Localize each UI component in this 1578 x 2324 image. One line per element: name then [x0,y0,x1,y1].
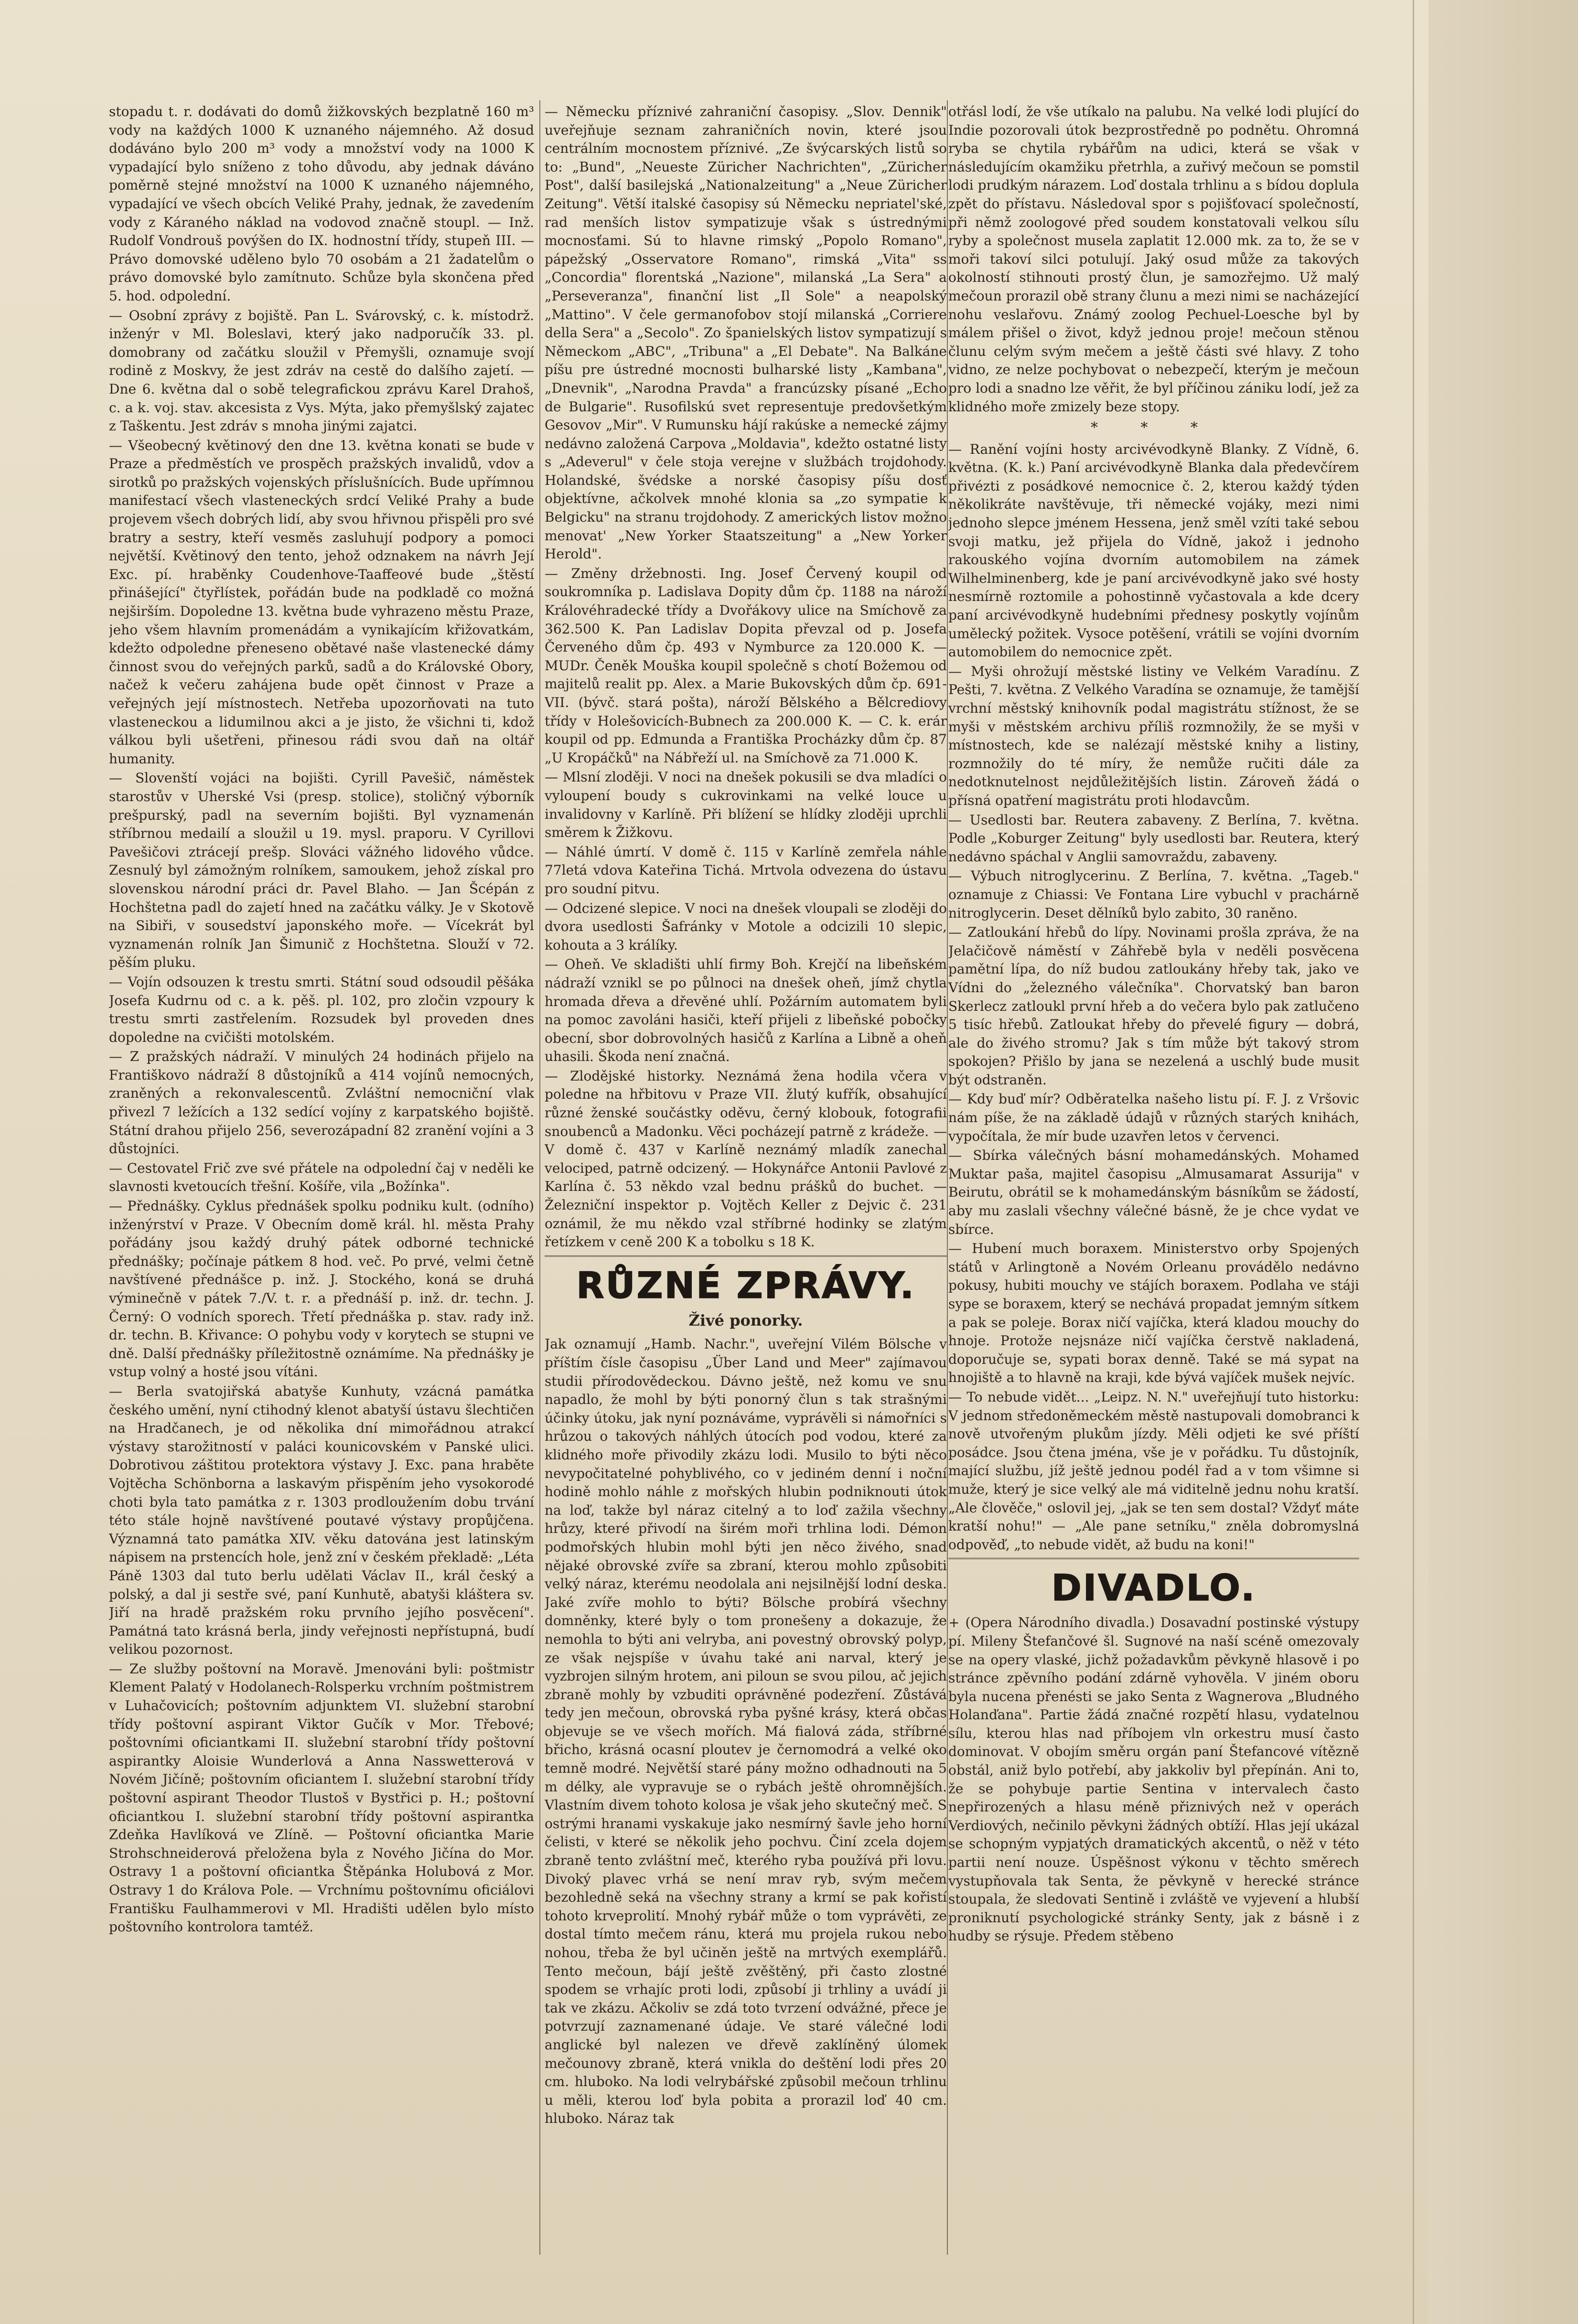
article: — To nebude vidět... „Leipz. N. N." uveřejňují tuto historku: V jednom středoněmeckém městě nastupovali domobranci k nově utvořeným plukům jízdy. Měli odjeti ke své příští posádce. Jsou čtena jména, vše je v pořádku. Tu důstojník, mající službu, jíž ještě jednou podél řad a v tom všimne si muže, který je sice velký ale má viditelně jednu nohu kratší. „Ale člověče," oslovil jej, „jak se ten sem dostal? Vždyť máte kratší nohu!" — „Ale pane setníku," zněla dobromyslná odpověď, „to nebude vidět, až budu na koni!" [948,1389,1359,1553]
article: — Náhlé úmrtí. V domě č. 115 v Karlíně zemřela náhle 77letá vdova Kateřina Tichá. Mrtvola odvezena do ústavu pro soudní pitvu. [545,844,947,897]
column-divider [539,100,540,2255]
section-title-divadlo: DIVADLO. [1051,1566,1256,1609]
article: — Všeobecný květinový den dne 13. května konati se bude v Praze a předměstích ve prospěch pražských invalidů, vdov a sirotků po pražských vojenských příslušnících. Bude upřímnou manifestací všech vlasteneckých srdcí Veliké Prahy a bude projevem všech dobrých lidí, aby svou hřivnou přispěli pro své bratry a sestry, kteří vesměs zasluhují podpory a pomoci největší. Květinový den tento, jehož odznakem na návrh Její Exc. pí. hraběnky Coudenhove-Taaffeové bude „štěstí přinášející" čtyřlístek, pořádán bude na podkladě co možná nejširším. Dopoledne 13. května bude vyhrazeno městu Praze, jeho všem hlavním promenádám a vynikajícím křižovatkám, kdežto odpoledne přeneseno obětavé naše vlastenecké dámy činnost svou do veřejných parků, sadů a do Královské Obory, načež k večeru zahájena bude opět činnost v Praze a veřejných její místnostech. Netřeba upozorňovati na tuto vlasteneckou a lidumilnou akci a je jisto, že všichni ti, kdož válkou byli ušetřeni, přinesou rádi svou daň na oltář humanity. [109,437,534,767]
article: — Sbírka válečných básní mohamedánských. Mohamed Muktar paša, majitel časopisu „Almusamarat Assurija" v Beirutu, obrátil se k mohamedánským básníkům se žádostí, aby mu zaslali všechny válečné básně, že je chce vydat ve sbírce. [948,1147,1359,1237]
column-divider [947,100,948,2255]
column-1 [109,103,534,2262]
article: — Přednášky. Cyklus přednášek spolku podniku kult. (odního) inženýrství v Praze. V Obecním domě král. hl. města Prahy pořádány jsou každý druhý pátek odborné technické přednášky; počínaje pátkem 8 hod. več. Po prvé, velmi četně navštívené přednášce p. inž. J. Stockého, koná se druhá výminečně v pátek 7./V. t. r. a přednáší p. inž. dr. techn. J. Černý: O vodních sporech. Třetí přednáška p. stav. rady inž. dr. techn. B. Křivance: O pohybu vody v korytech se stupni ve dně. Další přednášky příležitostně oznámíme. Na přednášky je vstup volný a hosté jsou vítáni. [109,1198,534,1380]
article: — Zatloukání hřebů do lípy. Novinami prošla zpráva, že na Jelačičově náměstí v Záhřebě byla v neděli posvěcena pamětní lípa, do níž budou zatloukány hřeby tak, jako ve Vídni do „železného válečníka". Chorvatský ban baron Skerlecz zatloukl první hřeb a do večera bylo pak zatlučeno 5 tisíc hřebů. Zatloukat hřeby do převelé figury — dobrá, ale do živého stromu? Jak s tím může být takový strom spokojen? Přišlo by jana se nezelená a uschlý bude musit být odstraněn. [948,924,1359,1088]
article: — Odcizené slepice. V noci na dnešek vloupali se zloději do dvora usedlosti Šafránky v Motole a odcizili 10 slepic, kohouta a 3 králíky. [545,900,947,953]
article: — Výbuch nitroglycerinu. Z Berlína, 7. května. „Tageb." oznamuje z Chiassi: Ve Fontana Lire vybuchl v prachárně nitroglycerin. Deset dělníků bylo zabito, 30 raněno. [948,868,1359,921]
column-2 [545,103,947,2262]
article: + (Opera Národního divadla.) Dosavadní postinské výstupy pí. Mileny Štefančové šl. Sugnové na naší scéně omezovaly se na opery vlaské, jichž požadavkům pěvkyně hlasově i po stránce zpěvního podání zdárně vyhověla. V jiném oboru byla nucena přenésti se jako Senta z Wagnerova „Bludného Holanďana". Partie žádá značné rozpětí hlasu, vydatelnou sílu, kterou hlas nad příbojem vln orkestru musí často dominovat. V obojím směru orgán paní Štefancové vítězně obstál, aniž bylo potřebí, aby jakkoliv byl přepínán. Ani to, že se pohybuje partie Sentina v intervalech často nepřirozených a hlasu méně přiznivých než v operách Verdiových, nečinilo pěvkyni žádných obtíží. Hlas její ukázal se schopným vypjatých dramatických akcentů, o něž v této partii není nouze. Úspěšnost výkonu v těchto směrech vystupňovala tak Senta, že pěvkyně v herecké stránce stoupala, že sledovati Sentině i zvláště ve vyjevení a hlubší proniknutí psychologické stránky Senty, jak z básně i z hudby se rýsuje. Předem stěbeno [948,1615,1359,1944]
section-subtitle: Živé ponorky. [688,1311,803,1329]
article: — Myši ohrožují městské listiny ve Velkém Varadínu. Z Pešti, 7. května. Z Velkého Varadína se oznamuje, že tamější vrchní městský knihovník podal magistrátu stížnost, že se myši v městském archivu příliš rozmnožily, že se myši v místnostech, kde se nalézají městské knihy a listiny, rozmnožily do té míry, že nemůže ručiti dále za nedotknutelnost nejdůležitějších listin. Zároveň žádá o přísná opatření magistrátu proti hlodavcům. [948,663,1359,808]
article: — Slovenští vojáci na bojišti. Cyrill Pavešič, náměstek starostův v Uherské Vsi (presp. stolice), stoličný výborník prešpurský, padl na severním bojišti. Byl vyznamenán stříbrnou medailí a sloužil u 19. mysl. praporu. V Cyrillovi Pavešičovi ztrácejí prešp. Slováci vážného lidového vůdce. Zesnulý byl zámožným rolníkem, samoukem, jehož získal pro slovenskou národní práci dr. Pavel Blaho. — Jan Šcépán z Hochštetna padl do zajetí hned na začátku války. Je v Skotově na Sibiři, v sousedství japonského moře. — Vícekrát byl vyznamenán rolník Jan Šimunič z Hochštetna. Slouží v 72. pěším pluku. [109,770,534,971]
article: — Německu příznivé zahraniční časopisy. „Slov. Dennik" uveřejňuje seznam zahraničních novin, které jsou centrálním mocnostem příznivé. „Ze švýcarských listů so to: „Bund", „Neueste Züricher Nachrichten", „Züricher Post", další basilejská „Nationalzeitung" a „Neue Züricher Zeitung". Větší italské časopisy sú Německu nepriatel'ské, rad menších listov sympatizuje však s ústrednými mocnosťami. Sú to hlavne rimský „Popolo Romano", pápežský „Osservatore Romano", rimská „Vita" ss „Concordia" florentská „Nazione", milanská „La Sera" a „Perseveranza", finanční list „Il Sole" a neapolský „Mattino". V čele germanofobov stojí milanská „Corriere della Sera" a „Secolo". Zo španielských listov sympatizují s Německom „ABC", „Tribuna" a „El Debate". Na Balkáne píšu pre ústredné mocnosti bulharské listy „Kambana", „Dnevnik", „Narodna Pravda" a francúzsky písané „Echo de Bulgarie". Rusofilskú svet representuje predovšetkým Gesovov „Mir". V Rumunsku hájí rakúske a nemecké zájmy nedávno založená Carpova „Moldavia", kdežto ostatné listy s „Adeverul" v čele stoja verejne v službách trojdohody. Holandské, švédske a norské časopisy píšu dosť objektívne, ačkolvek mnohé klonia sa „zo sympatie k Belgicku" na stranu trojdohody. Z amerických listov možno menovat' „New Yorker Staatszeitung" a „New Yorker Herold". [545,104,947,562]
article: — Cestovatel Frič zve své přátele na odpolední čaj v neděli ke slavnosti kvetoucích třešní. Košíře, vila „Božínka". [109,1160,534,1195]
article: — Mlsní zloději. V noci na dnešek pokusili se dva mladíci o vyloupení boudy s cukrovinkami na velké louce u invalidovny v Karlíně. Při blížení se hlídky zloději uprchli směrem k Žižkovu. [545,769,947,841]
article: — Změny držebnosti. Ing. Josef Červený koupil od soukromníka p. Ladislava Dopity dům čp. 1188 na nároží Královéhradecké třídy a Dvořákovy ulice na Smíchově za 362.500 K. Pan Ladislav Dopita převzal od p. Josefa Červeného dům čp. 493 v Nymburce za 120.000 K. — MUDr. Čeněk Mouška koupil společně s chotí Božemou od majitelů realit pp. Alex. a Marie Bukovských dům čp. 691-VII. (bývč. stará pošta), nároží Bělského a Bělcrediovy třídy v Holešovicích-Bubnech za 200.000 K. — C. k. erár koupil od pp. Edmunda a Františka Procházky dům čp. 87 „U Kropáčků" na Nábřeží ul. na Smíchově za 71.000 K. [545,565,947,766]
article: stopadu t. r. dodávati do domů žižkovských bezplatně 160 m³ vody na každých 1000 K uznaného nájemného. Až dosud dodáváno bylo 200 m³ vody a množství vody na 1000 K vypadající bylo sníženo z toho důvodu, aby jednak dáváno poměrně stejné množství na 1000 K uznaného nájemného, vypadající ve všech obcích Veliké Prahy, jednak, že zavedením vody z Káraného náklad na vodovod značně stoupl. — Inž. Rudolf Vondrouš povýšen do IX. hodnostní třídy, stupeň III. — Právo domovské uděleno bylo 70 osobám a 21 žadatelům o právo domovské bylo zamítnuto. Schůze byla skončena před 5. hod. odpolední. [109,104,534,304]
column-3 [948,103,1359,2262]
separator-stars: * * * [1090,419,1217,437]
section-title-ruzne-zpravy: RŮZNÉ ZPRÁVY. [576,1264,915,1307]
article: — Berla svatojiřská abatyše Kunhuty, vzácná památka českého umění, nyní ctihodný klenot abatyší ústavu šlechtičen na Hradčanech, je od několika dní mimořádnou atrakcí výstavy starožitností v paláci kounicovském v Panské ulici. Dobrotivou záštitou protektora výstavy J. Exc. pana hraběte Vojtěcha Schönborna a laskavým přispěním jeho vysokorodé choti byla tato památka z r. 1303 prodloužením dobu trvání této stále hojně navštívené poutavé výstavy propůjčena. Významná tato památka XIV. věku datována jest latinským nápisem na prstencích hole, jenž zní v českém překladě: „Léta Páně 1303 dal tuto berlu udělati Václav II., král český a polský, a dal ji sestře své, paní Kunhutě, abatyši kláštera sv. Jiří na hradě pražském roku prvního jejího posvěcení". Památná tato krásná berla, jindy veřejnosti nepřístupná, budí velikou pozornost. [109,1383,534,1658]
article: Jak oznamují „Hamb. Nachr.", uveřejní Vilém Bölsche v příštím čísle časopisu „Über Land und Meer" zajímavou studii přírodovědeckou. Dávno ještě, než komu ve snu napadlo, že mohl by býti ponorný člun s tak strašnými účinky útoku, jak nyní poznáváme, vyprávěli si námořníci s hrůzou o takových náhlých útocích pod vodou, které za klidného moře přivodily zkázu lodi. Musilo to býti něco nevypočitatelné pohyblivého, co v jediném denní i noční hodině mohlo náhle z mořských hlubin podniknouti útok na loď, takže byl náraz citelný a to loď zažila všechny hrůzy, které přivodí na širém moři trhlina lodi. Démon podmořských hlubin mohl býti jen něco živého, snad nějaké obrovské zvíře sa zbraní, kterou mohlo způsobiti velký náraz, kterému neodolala ani nejsilnější lodní deska. Jaké zvíře mohlo to býti? Bölsche probírá všechny domněnky, které byly o tom pronešeny a dokazuje, že nemohla to býti ani velryba, ani povestný obrovský polyp, ze však nejspíše v úvahu také ani narval, který je vyzbrojen silným hrotem, ani piloun se svou pilou, ač jejich zbraně mohly by vzbuditi oprávněné podezření. Zůstává tedy jen mečoun, obrovská ryba pyšné krásy, která občas objevuje se ve všech mořích. Má fialová záda, stříbrné břicho, krásná ocasní ploutev je černomodrá a velké oko temně modré. Největší staré pány možno odhadnouti na 5 m délky, ale vypravuje se o rybách ještě ohromnějších. Vlastním divem tohoto kolosa je však jeho skutečný meč. S ostrými hranami vyskakuje jako nesmírný šavle jeho horní čelisti, v které se několik jeho pochvu. Činí zcela dojem zbraně tento zvláštní meč, kterého ryba používá při lovu. Divoký plavec vrhá se není mrav ryb, svým mečem bezohledně seká na všechny strany a krmí se pak kořistí tohoto krveprolití. Mnohý rybář může o tom vyprávěti, ze dostal tímto mečem ránu, která mu projela rukou nebo nohou, třeba že byl učiněn ještě na mrtvých exemplářů. Tento mečoun, bájí ještě zvěštěný, při často zlostné spodem se vrhajíc proti lodi, způsobí ji trhliny a uvádí ji tak ve zkázu. Ačkoliv se zdá toto tvrzení odvážné, přece je potvrzují zaznamenané údaje. Ve staré válečné lodi anglické byl nalezen ve dřevě zaklíněný úlomek mečounovy zbraně, která vnikla do deštění lodi přes 20 cm. hluboko. Na lodi velrybářské způsobil mečoun trhlinu u měli, kterou loď byla pobita a prorazil loď 40 cm. hluboko. Náraz tak [545,1336,947,2127]
article: — Ze služby poštovní na Moravě. Jmenováni byli: poštmistr Klement Palatý v Hodolanech-Rolsperku vrchním poštmistrem v Luhačovicích; poštovním adjunktem VI. služební starobní třídy poštovní aspirant Viktor Gučík v Mor. Třebové; poštovními oficiantkami II. služební starobní třídy poštovní aspirantky Aloisie Wunderlová a Anna Nasswetterová v Novém Jičíně; poštovním oficiantem I. služební starobní třídy poštovní aspirant Theodor Tlustoš v Bystřici p. H.; poštovní oficiantkou I. služební starobní třídy poštovní aspirantka Zdeňka Havlíková ve Zlíně. — Poštovní oficiantka Marie Strohschneiderová přeložena byla z Nového Jičína do Mor. Ostravy 1 a poštovní oficiantka Štěpánka Holubová z Mor. Ostravy 1 do Králova Pole. — Vrchnímu poštovnímu oficiálovi Františku Faulhammerovi v Ml. Hradišti udělen bylo místo poštovního kontrolora tamtéž. [109,1660,534,1935]
page-margin-right [1428,0,1578,2324]
article: — Zlodějské historky. Neznámá žena hodila včera v poledne na hřbitovu v Praze VII. žlutý kufřík, obsahující různé ženské součástky oděvu, černý klobouk, fotografii snoubenců a Madonku. Věci pocházejí patrně z krádeže. — V domě č. 437 v Karlíně neznámý mladík zanechal velociped, patrně odcizený. — Hokynářce Antonii Pavlové z Karlína č. 53 někdo vzal bednu prášků do buchet. — Železniční inspektor p. Vojtěch Keller z Dejvic č. 231 oznámil, že mu někdo vzal stříbrné hodinky se zlatým řetízkem v ceně 200 K a tobolku s 18 K. [545,1068,947,1250]
article: — Osobní zprávy z bojiště. Pan L. Svárovský, c. k. místodrž. inženýr v Ml. Boleslavi, který jako nadporučík 33. pl. domobrany od začátku sloužil v Přemyšli, oznamuje svojí rodině z Moskvy, že jest zdráv na cestě do dalšího zajetí. — Dne 6. května dal o sobě telegrafickou zprávu Karel Drahoš, c. a k. voj. stav. akcesista z Vys. Mýta, jako přemyšlský zajatec z Taškentu. Jest zdráv s mnoha jinými zajatci. [109,307,534,434]
article: — Hubení much boraxem. Ministerstvo orby Spojených států v Arlingtoně a Novém Orleanu provádělo nedávno pokusy, hubiti mouchy ve stájích boraxem. Podlaha ve stáji sype se boraxem, který se nechává propadat jemným sítkem a pak se poleje. Borax ničí vajíčka, která kladou mouchy do hnoje. Protože nejsnáze ničí vajíčka čerstvě nakladená, doporučuje se, sypati borax denně. Také se má sypat na hnojiště a to hlavně na kraji, kde bývá vajíček mušek nejvíc. [948,1241,1359,1386]
article: — Oheň. Ve skladišti uhlí firmy Boh. Krejčí na libeňském nádraží vznikl se po půlnoci na dnešek oheň, jímž chytla hromada dřeva a dřevěné uhlí. Požárním automatem byli na pomoc zavoláni hasiči, kteří přijeli z libeňské pobočky obecní, sbor dobrovolných hasičů z Karlína a Libně a oheň uhasili. Škoda není značná. [545,956,947,1065]
section-rule [948,1558,1359,1559]
article: — Ranění vojíni hosty arcivévodkyně Blanky. Z Vídně, 6. května. (K. k.) Paní arcivévodkyně Blanka dala předevčírem přivézti z posádkové nemocnice č. 2, kterou každý týden několikráte navštěvuje, tři německé vojáky, mezi nimi jednoho slepce jménem Hessena, jenž směl vzíti také sebou svoji matku, jež přijela do Vídně, jakož i jednoho rakouského vojína dvorním automobilem na zámek Wilhelminenberg, kde je paní arcivévodkyně jako své hosty nesmírně roztomile a pohostinně vyčastovala a kde dcery paní arcivévodkyně hudebními přednesy poskytly vojínům umělecký požitek. Vysoce potěšení, vrátili se vojíni dvorním automobilem do nemocnice zpět. [948,441,1359,660]
article: otřásl lodí, že vše utíkalo na palubu. Na velké lodi plující do Indie pozorovali útok bezprostředně po podnětu. Ohromná ryba se chytila rybářům na udici, která se však v následujícím okamžiku přetrhla, a zuřivý mečoun se pomstil lodi prudkým nárazem. Loď dostala trhlinu a s bídou doplula zpět do přístavu. Následoval spor s pojišťovací společností, při němž zoologové před soudem konstatovali velkou sílu ryby a společnost musela zaplatit 12.000 mk. za to, že se v moři takoví silci potulují. Jaký osud může za takových okolností stihnouti prostý člun, je samozřejmo. Už malý mečoun prorazil obě strany člunu a mezi nimi se nacházející nohu veslařovu. Známý zoolog Pechuel-Loesche byl by málem přišel o život, když jednou proje! mečoun stěnou člunu celým svým mečem a ještě části své hlavy. Z toho vidno, ze nelze pochybovat o nebezpečí, kterým je mečoun pro lodi a snadno lze věřit, že byl příčinou zániku lodí, jež za klidného moře zmizely beze stopy. [948,104,1359,415]
article: — Kdy buď mír? Odběratelka našeho listu pí. F. J. z Vršovic nám píše, že na základě údajů v různých starých knihách, vypočítala, že mír bude uzavřen letos v červenci. [948,1091,1359,1144]
section-rule [545,1255,947,1257]
article: — Z pražských nádraží. V minulých 24 hodinách přijelo na Františkovo nádraží 8 důstojníků a 414 vojínů nemocných, zraněných a rekonvalescentů. Zvláštní nemocniční vlak přivezl 7 ležících a 132 sedící vojíny z karpatského bojiště. Státní drahou přijelo 256, severozápadní 82 zranění vojíni a 3 důstojníci. [109,1049,534,1157]
page-edge-line [1413,0,1414,2324]
article: — Vojín odsouzen k trestu smrti. Státní soud odsoudil pěšáka Josefa Kudrnu od c. a k. pěš. pl. 102, pro zločin vzpoury k trestu smrti zastřelením. Rozsudek byl proveden dnes dopoledne na cvičišti motolském. [109,974,534,1045]
article: — Usedlosti bar. Reutera zabaveny. Z Berlína, 7. května. Podle „Koburger Zeitung" byly usedlosti bar. Reutera, který nedávno spáchal v Anglii samovraždu, zabaveny. [948,812,1359,865]
